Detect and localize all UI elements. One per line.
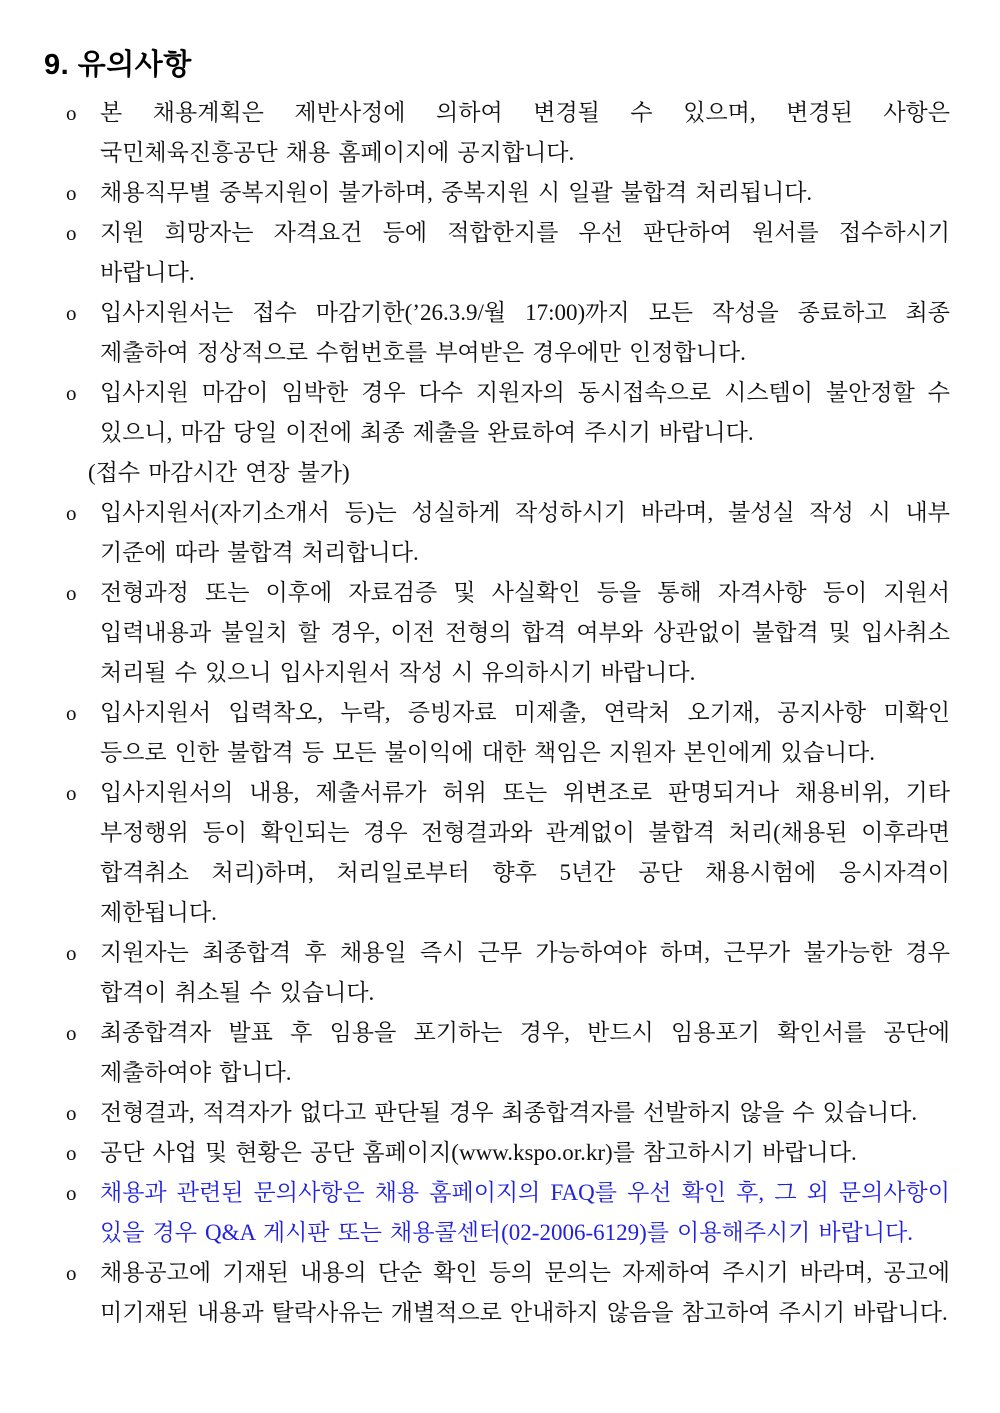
notice-text: 입사지원서(자기소개서 등)는 성실하게 작성하시기 바라며, 불성실 작성 시 내부 기준에 따라 불합격 처리합니다.	[100, 500, 950, 565]
bullet-marker: o	[66, 781, 77, 805]
notice-text: 입사지원서의 내용, 제출서류가 허위 또는 위변조로 판명되거나 채용비위, 기타 부정행위 등이 확인되는 경우 전형결과와 관계없이 불합격 처리(채용된 이후라면 합격취소 처리)하며, 처리일로부터 향후 5년간 공단 채용시험에 응시자격이 제한됩니다.	[100, 780, 950, 925]
notice-text: 지원자는 최종합격 후 채용일 즉시 근무 가능하여야 하며, 근무가 불가능한 경우 합격이 취소될 수 있습니다.	[100, 940, 950, 1005]
bullet-marker: o	[66, 1261, 77, 1285]
notice-text: 본 채용계획은 제반사정에 의하여 변경될 수 있으며, 변경된 사항은 국민체육진흥공단 채용 홈페이지에 공지합니다.	[100, 100, 950, 165]
bullet-marker: o	[66, 301, 77, 325]
notice-text: 공단 사업 및 현황은 공단 홈페이지(www.kspo.or.kr)를 참고하시기 바랍니다.	[100, 1140, 857, 1165]
bullet-marker: o	[66, 181, 77, 205]
notice-item	[44, 373, 950, 493]
notice-text: 지원 희망자는 자격요건 등에 적합한지를 우선 판단하여 원서를 접수하시기 바랍니다.	[100, 220, 950, 285]
bullet-marker: o	[66, 1021, 77, 1045]
notice-item	[44, 173, 950, 213]
bullet-marker: o	[66, 701, 77, 725]
notice-text: 전형결과, 적격자가 없다고 판단될 경우 최종합격자를 선발하지 않을 수 있습니다.	[100, 1100, 918, 1125]
notice-text: 입사지원 마감이 임박한 경우 다수 지원자의 동시접속으로 시스템이 불안정할 수 있으니, 마감 당일 이전에 최종 제출을 완료하여 주시기 바랍니다.	[100, 380, 950, 445]
notice-text: 입사지원서 입력착오, 누락, 증빙자료 미제출, 연락처 오기재, 공지사항 미확인 등으로 인한 불합격 등 모든 불이익에 대한 책임은 지원자 본인에게 있습니다.	[100, 700, 950, 765]
notice-item	[44, 213, 950, 293]
bullet-marker: o	[66, 581, 77, 605]
notice-text: 최종합격자 발표 후 임용을 포기하는 경우, 반드시 임용포기 확인서를 공단에 제출하여야 합니다.	[100, 1020, 950, 1085]
section-title: 9. 유의사항	[44, 49, 192, 81]
notice-text: 채용공고에 기재된 내용의 단순 확인 등의 문의는 자제하여 주시기 바라며, 공고에 미기재된 내용과 탈락사유는 개별적으로 안내하지 않음을 참고하여 주시기 바랍니다.	[100, 1260, 950, 1325]
bullet-marker: o	[66, 221, 77, 245]
notice-item	[44, 1013, 950, 1093]
bullet-marker: o	[66, 1101, 77, 1125]
notice-item	[44, 573, 950, 693]
notice-item	[44, 293, 950, 373]
notice-item	[44, 773, 950, 933]
notice-subtext: (접수 마감시간 연장 불가)	[88, 460, 350, 485]
bullet-marker: o	[66, 1141, 77, 1165]
notice-text: 입사지원서는 접수 마감기한(’26.3.9/월 17:00)까지 모든 작성을 종료하고 최종 제출하여 정상적으로 수험번호를 부여받은 경우에만 인정합니다.	[100, 300, 950, 365]
notice-text: 채용직무별 중복지원이 불가하며, 중복지원 시 일괄 불합격 처리됩니다.	[100, 180, 813, 205]
notice-item	[44, 933, 950, 1013]
notice-text-contact-info: 채용과 관련된 문의사항은 채용 홈페이지의 FAQ를 우선 확인 후, 그 외 문의사항이 있을 경우 Q&A 게시판 또는 채용콜센터(02-2006-6129)를 이용해주시기 바랍니다.	[100, 1180, 950, 1245]
bullet-marker: o	[66, 1181, 77, 1205]
bullet-marker: o	[66, 381, 77, 405]
notice-item	[44, 93, 950, 173]
notice-item	[44, 1133, 950, 1173]
notice-item	[44, 693, 950, 773]
notice-text: 전형과정 또는 이후에 자료검증 및 사실확인 등을 통해 자격사항 등이 지원서 입력내용과 불일치 할 경우, 이전 전형의 합격 여부와 상관없이 불합격 및 입사취소 처리될 수 있으니 입사지원서 작성 시 유의하시기 바랍니다.	[100, 580, 950, 685]
bullet-marker: o	[66, 941, 77, 965]
bullet-marker: o	[66, 501, 77, 525]
notice-item	[44, 1253, 950, 1333]
notice-item	[44, 1093, 950, 1133]
notice-item	[44, 493, 950, 573]
bullet-marker: o	[66, 101, 77, 125]
notice-list	[44, 93, 950, 1333]
notice-item	[44, 1173, 950, 1253]
